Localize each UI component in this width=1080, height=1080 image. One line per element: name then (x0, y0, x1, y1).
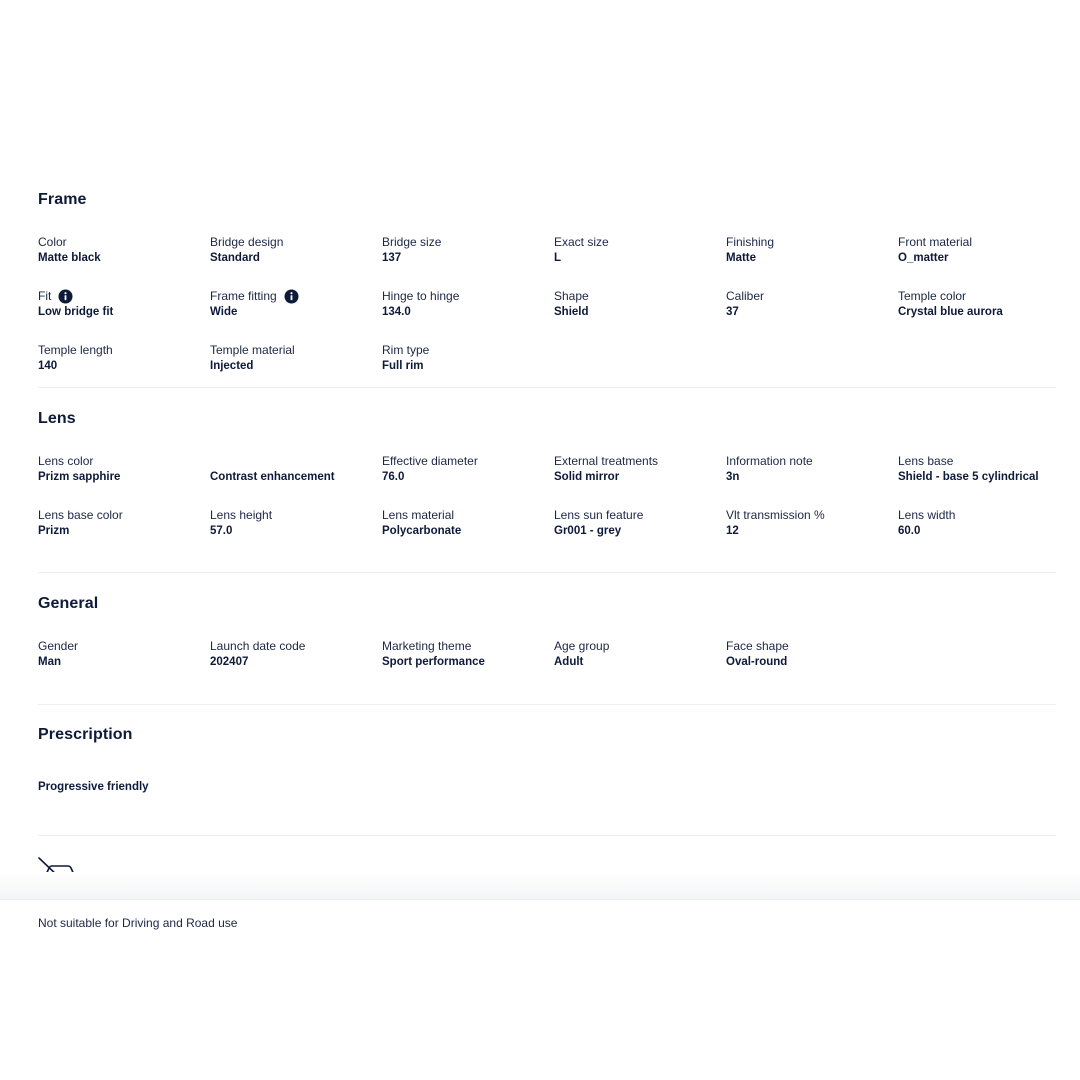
general-section-title: General (38, 595, 99, 612)
frame-attr-label (726, 288, 898, 304)
frame-attr-label (554, 234, 726, 250)
lens-attr-value: 57.0 (210, 525, 233, 537)
frame-attr-label (382, 234, 554, 250)
frame-attr-value: Crystal blue aurora (898, 306, 1003, 318)
frame-attr-temple-length (38, 342, 210, 396)
frame-attr-finishing (726, 234, 898, 288)
frame-attr-fit (38, 288, 210, 342)
prescription-section (38, 724, 1056, 836)
general-attr-face-shape (726, 638, 898, 692)
frame-attr-label (210, 234, 382, 250)
info-icon[interactable] (58, 289, 73, 304)
frame-attr-label-text: Shape (554, 289, 589, 303)
prescription-value: Progressive friendly (38, 781, 149, 793)
lens-attr-value: 3n (726, 471, 740, 483)
frame-attr-label (38, 288, 210, 304)
general-attr-value: Sport performance (382, 656, 485, 668)
frame-attr-shape (554, 288, 726, 342)
frame-attr-label-text: Finishing (726, 235, 775, 249)
frame-attr-label-text: Caliber (726, 289, 765, 303)
frame-attr-label (38, 234, 210, 250)
frame-attr-color (38, 234, 210, 288)
frame-attr-label-text: Temple length (38, 343, 113, 357)
general-attr-label-text: Marketing theme (382, 639, 472, 653)
general-attr-age-group (554, 638, 726, 692)
frame-attr-value: 37 (726, 306, 739, 318)
frame-attr-label-text: Color (38, 235, 67, 249)
general-attr-label-text: Face shape (726, 639, 789, 653)
lens-attr-label-text: Lens width (898, 508, 956, 522)
frame-attr-front-material (898, 234, 1070, 288)
lens-section (38, 408, 1056, 573)
lens-attr-label-text: Lens material (382, 508, 455, 522)
lens-attr-lens-material (382, 507, 554, 561)
lens-attr-value: Polycarbonate (382, 525, 462, 537)
lens-attr-label (898, 453, 1070, 469)
lens-attr-value: Contrast enhancement (210, 471, 335, 483)
frame-attr-label-text: Bridge design (210, 235, 284, 249)
frame-attr-label (554, 288, 726, 304)
frame-attr-frame-fitting (210, 288, 382, 342)
lens-attr-vlt-transmission-percent (726, 507, 898, 561)
frame-attr-label (726, 234, 898, 250)
lens-attr-label-text: Lens base color (38, 508, 123, 522)
frame-section-title: Frame (38, 191, 87, 208)
frame-attr-label-text: Exact size (554, 235, 609, 249)
general-attributes (38, 638, 1056, 692)
general-attr-value: Oval-round (726, 656, 788, 668)
lens-attr-value: Prizm sapphire (38, 471, 121, 483)
lens-attr-label (898, 507, 1070, 523)
frame-attr-label-text: Fit (38, 289, 52, 303)
lens-attr-information-note (726, 453, 898, 507)
frame-attr-label-text: Front material (898, 235, 973, 249)
lens-attr-lens-color (38, 453, 210, 507)
frame-attr-label (210, 288, 382, 304)
frame-attributes (38, 234, 1056, 396)
frame-attr-bridge-size (382, 234, 554, 288)
lens-attr-label (382, 453, 554, 469)
lens-attr-value: 76.0 (382, 471, 405, 483)
lens-attr-lens-width (898, 507, 1070, 561)
general-attr-label-text: Gender (38, 639, 79, 653)
general-attr-label (554, 638, 726, 654)
frame-attr-label-text: Rim type (382, 343, 430, 357)
frame-attr-label (210, 342, 382, 358)
lens-attr-value: 60.0 (898, 525, 921, 537)
frame-attr-value: Matte (726, 252, 757, 264)
frame-attr-label-text: Bridge size (382, 235, 442, 249)
lens-attr-value: Solid mirror (554, 471, 620, 483)
lens-attr-label (726, 507, 898, 523)
frame-attr-label (898, 234, 1070, 250)
frame-attr-value: 134.0 (382, 306, 411, 318)
lens-attr-value: Shield - base 5 cylindrical (898, 471, 1039, 483)
lens-attr-label-text: Lens color (38, 454, 94, 468)
lens-attr-label-text: Lens sun feature (554, 508, 644, 522)
frame-attr-value: Low bridge fit (38, 306, 114, 318)
general-attr-gender (38, 638, 210, 692)
general-attr-label (210, 638, 382, 654)
frame-attr-hinge-to-hinge (382, 288, 554, 342)
general-attr-label (38, 638, 210, 654)
general-section (38, 593, 1056, 705)
frame-attr-temple-color (898, 288, 1070, 342)
lens-attr-value: Prizm (38, 525, 70, 537)
frame-attr-value: L (554, 252, 562, 264)
general-attr-value: Man (38, 656, 61, 668)
general-attr-value: 202407 (210, 656, 249, 668)
bottom-fade (0, 872, 1080, 900)
frame-attr-value: 140 (38, 360, 58, 372)
frame-attr-rim-type (382, 342, 554, 396)
lens-attr-label (210, 507, 382, 523)
frame-attr-label-text: Temple color (898, 289, 967, 303)
general-attr-label-text: Launch date code (210, 639, 306, 653)
frame-attr-label-text: Hinge to hinge (382, 289, 460, 303)
lens-attr-lens-base (898, 453, 1070, 507)
lens-attr-label-text: External treatments (554, 454, 659, 468)
lens-attr-value: Gr001 - grey (554, 525, 622, 537)
frame-attr-label-text: Frame fitting (210, 289, 277, 303)
driving-warning-text: Not suitable for Driving and Road use (38, 916, 238, 930)
lens-attr-label (38, 453, 210, 469)
frame-section (38, 184, 1056, 388)
general-attr-launch-date-code (210, 638, 382, 692)
lens-attr-external-treatments (554, 453, 726, 507)
general-attr-label (726, 638, 898, 654)
lens-attr-label-text: Information note (726, 454, 813, 468)
frame-attr-value: Shield (554, 306, 589, 318)
lens-section-title: Lens (38, 410, 76, 427)
lens-attr-label-text: Lens base (898, 454, 954, 468)
lens-attr-lens-base-color (38, 507, 210, 561)
lens-attr-label-text: Lens height (210, 508, 273, 522)
lens-attr-label (554, 453, 726, 469)
lens-attr-label (554, 507, 726, 523)
lens-attr-label (726, 453, 898, 469)
frame-attr-caliber (726, 288, 898, 342)
frame-attr-value: Full rim (382, 360, 424, 372)
lens-attr-label-text: Effective diameter (382, 454, 478, 468)
general-attr-value: Adult (554, 656, 584, 668)
frame-attr-value: Wide (210, 306, 238, 318)
lens-attributes (38, 453, 1056, 561)
lens-attr-label-text: Vlt transmission % (726, 508, 825, 522)
lens-attr-label (210, 453, 382, 469)
frame-attr-value: Injected (210, 360, 254, 372)
lens-attr-label (382, 507, 554, 523)
frame-attr-exact-size (554, 234, 726, 288)
lens-attr-effective-diameter (382, 453, 554, 507)
lens-attr-contrast-enhancement (210, 453, 382, 507)
frame-attr-label (382, 342, 554, 358)
lens-attr-label (38, 507, 210, 523)
general-attr-label-text: Age group (554, 639, 610, 653)
frame-attr-label (38, 342, 210, 358)
frame-attr-value: Standard (210, 252, 260, 264)
general-attr-marketing-theme (382, 638, 554, 692)
info-icon[interactable] (284, 289, 299, 304)
lens-attr-value: 12 (726, 525, 739, 537)
frame-attr-label (382, 288, 554, 304)
specs-content (38, 184, 1056, 931)
frame-attr-value: O_matter (898, 252, 949, 264)
frame-attr-value: Matte black (38, 252, 101, 264)
frame-attr-temple-material (210, 342, 382, 396)
frame-attr-label-text: Temple material (210, 343, 295, 357)
general-attr-label (382, 638, 554, 654)
frame-attr-bridge-design (210, 234, 382, 288)
lens-attr-lens-height (210, 507, 382, 561)
lens-attr-lens-sun-feature (554, 507, 726, 561)
frame-attr-value: 137 (382, 252, 402, 264)
prescription-section-title: Prescription (38, 726, 133, 743)
frame-attr-label (898, 288, 1070, 304)
